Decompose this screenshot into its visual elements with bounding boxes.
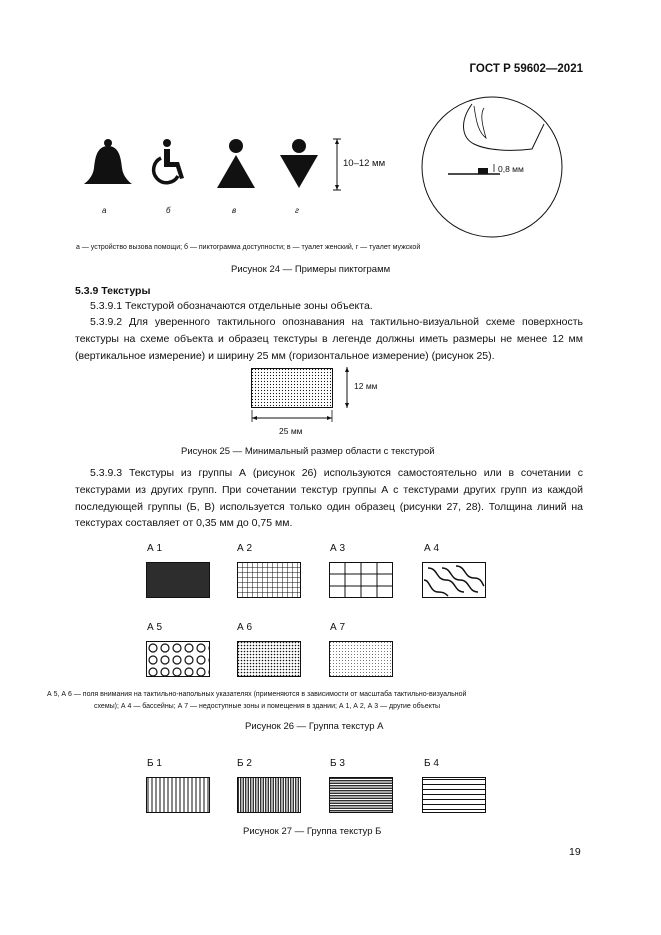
figure-24-legend: а — устройство вызова помощи; б — пиктограмма доступности; в — туалет женский, г — туалет мужской: [76, 244, 421, 251]
texture-a2: [237, 562, 301, 598]
texture-label-b3: Б 3: [330, 758, 345, 769]
female-toilet-icon: [215, 138, 257, 190]
paragraph-5-3-9-2: 5.3.9.2 Для уверенного тактильного опознавания на тактильно-визуальной схеме поверхность текстуры на схеме объекта и образец текстуры в легенде должны иметь размеры не менее 12 мм (вертикальное измерение) и ширину 25 мм (горизонтальное измерение) (рисунок 25).: [75, 316, 583, 362]
texture-a5: [146, 641, 210, 677]
figure-27-caption: Рисунок 27 — Группа текстур Б: [243, 826, 382, 837]
section-heading: 5.3.9 Текстуры: [75, 285, 151, 297]
texture-label-b2: Б 2: [237, 758, 252, 769]
figure-26-caption: Рисунок 26 — Группа текстур А: [245, 721, 384, 732]
texture-label-a5: А 5: [147, 622, 163, 633]
texture-a1: [146, 562, 210, 598]
pictogram-label-a: а: [102, 206, 107, 215]
document-id: ГОСТ Р 59602—2021: [469, 63, 583, 75]
bell-icon: [82, 138, 134, 194]
pictogram-dimension: 10–12 мм: [343, 158, 386, 169]
texture-label-a3: А 3: [330, 543, 346, 554]
texture-label-a2: А 2: [237, 543, 253, 554]
texture-width-label: 25 мм: [279, 426, 303, 436]
texture-width-dimension: [251, 410, 333, 424]
texture-b3: [329, 777, 393, 813]
texture-b2: [237, 777, 301, 813]
pictogram-label-g: г: [295, 206, 299, 215]
texture-b1: [146, 777, 210, 813]
texture-height-label: 12 мм: [354, 381, 378, 391]
texture-a3: [329, 562, 393, 598]
texture-b4: [422, 777, 486, 813]
texture-label-b4: Б 4: [424, 758, 439, 769]
figure-24-caption: Рисунок 24 — Примеры пиктограмм: [231, 264, 391, 275]
texture-label-a1: А 1: [147, 543, 163, 554]
texture-a4: [422, 562, 486, 598]
paragraph-5-3-9-1: 5.3.9.1 Текстурой обозначаются отдельные зоны объекта.: [90, 300, 373, 312]
paragraph-5-3-9-3: 5.3.9.3 Текстуры из группы А (рисунок 26) используются самостоятельно или в сочетании с текстурами из других групп. При сочетании текстур группы А с текстурами других групп из каждой последующей группы (Б, В) используется только один образец (рисунки 27, 28). Толщина линий на текстурах составляет от 0,35 мм до 0,75 мм.: [75, 467, 583, 530]
figure-25-caption: Рисунок 25 — Минимальный размер области с текстурой: [181, 446, 435, 457]
texture-label-a7: А 7: [330, 622, 346, 633]
pictogram-label-b: б: [166, 206, 171, 215]
wheelchair-icon: [150, 138, 190, 190]
pictogram-label-v: в: [232, 206, 237, 215]
figure-26-legend-line2: схемы); А 4 — бассейны; А 7 — недоступные зоны и помещения в здании; А 1, А 2, А 3 — другие объекты: [94, 703, 441, 710]
texture-label-b1: Б 1: [147, 758, 162, 769]
detail-dimension: 0,8 мм: [498, 164, 524, 174]
height-dimension-marker: [333, 138, 341, 192]
texture-a6: [237, 641, 301, 677]
texture-a7: [329, 641, 393, 677]
texture-label-a4: А 4: [424, 543, 440, 554]
texture-label-a6: А 6: [237, 622, 253, 633]
figure-26-legend-line1: А 5, А 6 — поля внимания на тактильно-напольных указателях (применяются в зависимости от масштаба тактильно-визуальной: [47, 691, 467, 698]
minimum-texture-sample: [251, 368, 333, 408]
male-toilet-icon: [278, 138, 320, 190]
page-number: 19: [569, 846, 581, 858]
texture-height-dimension: [342, 366, 352, 410]
finger-detail-circle: [414, 94, 570, 240]
